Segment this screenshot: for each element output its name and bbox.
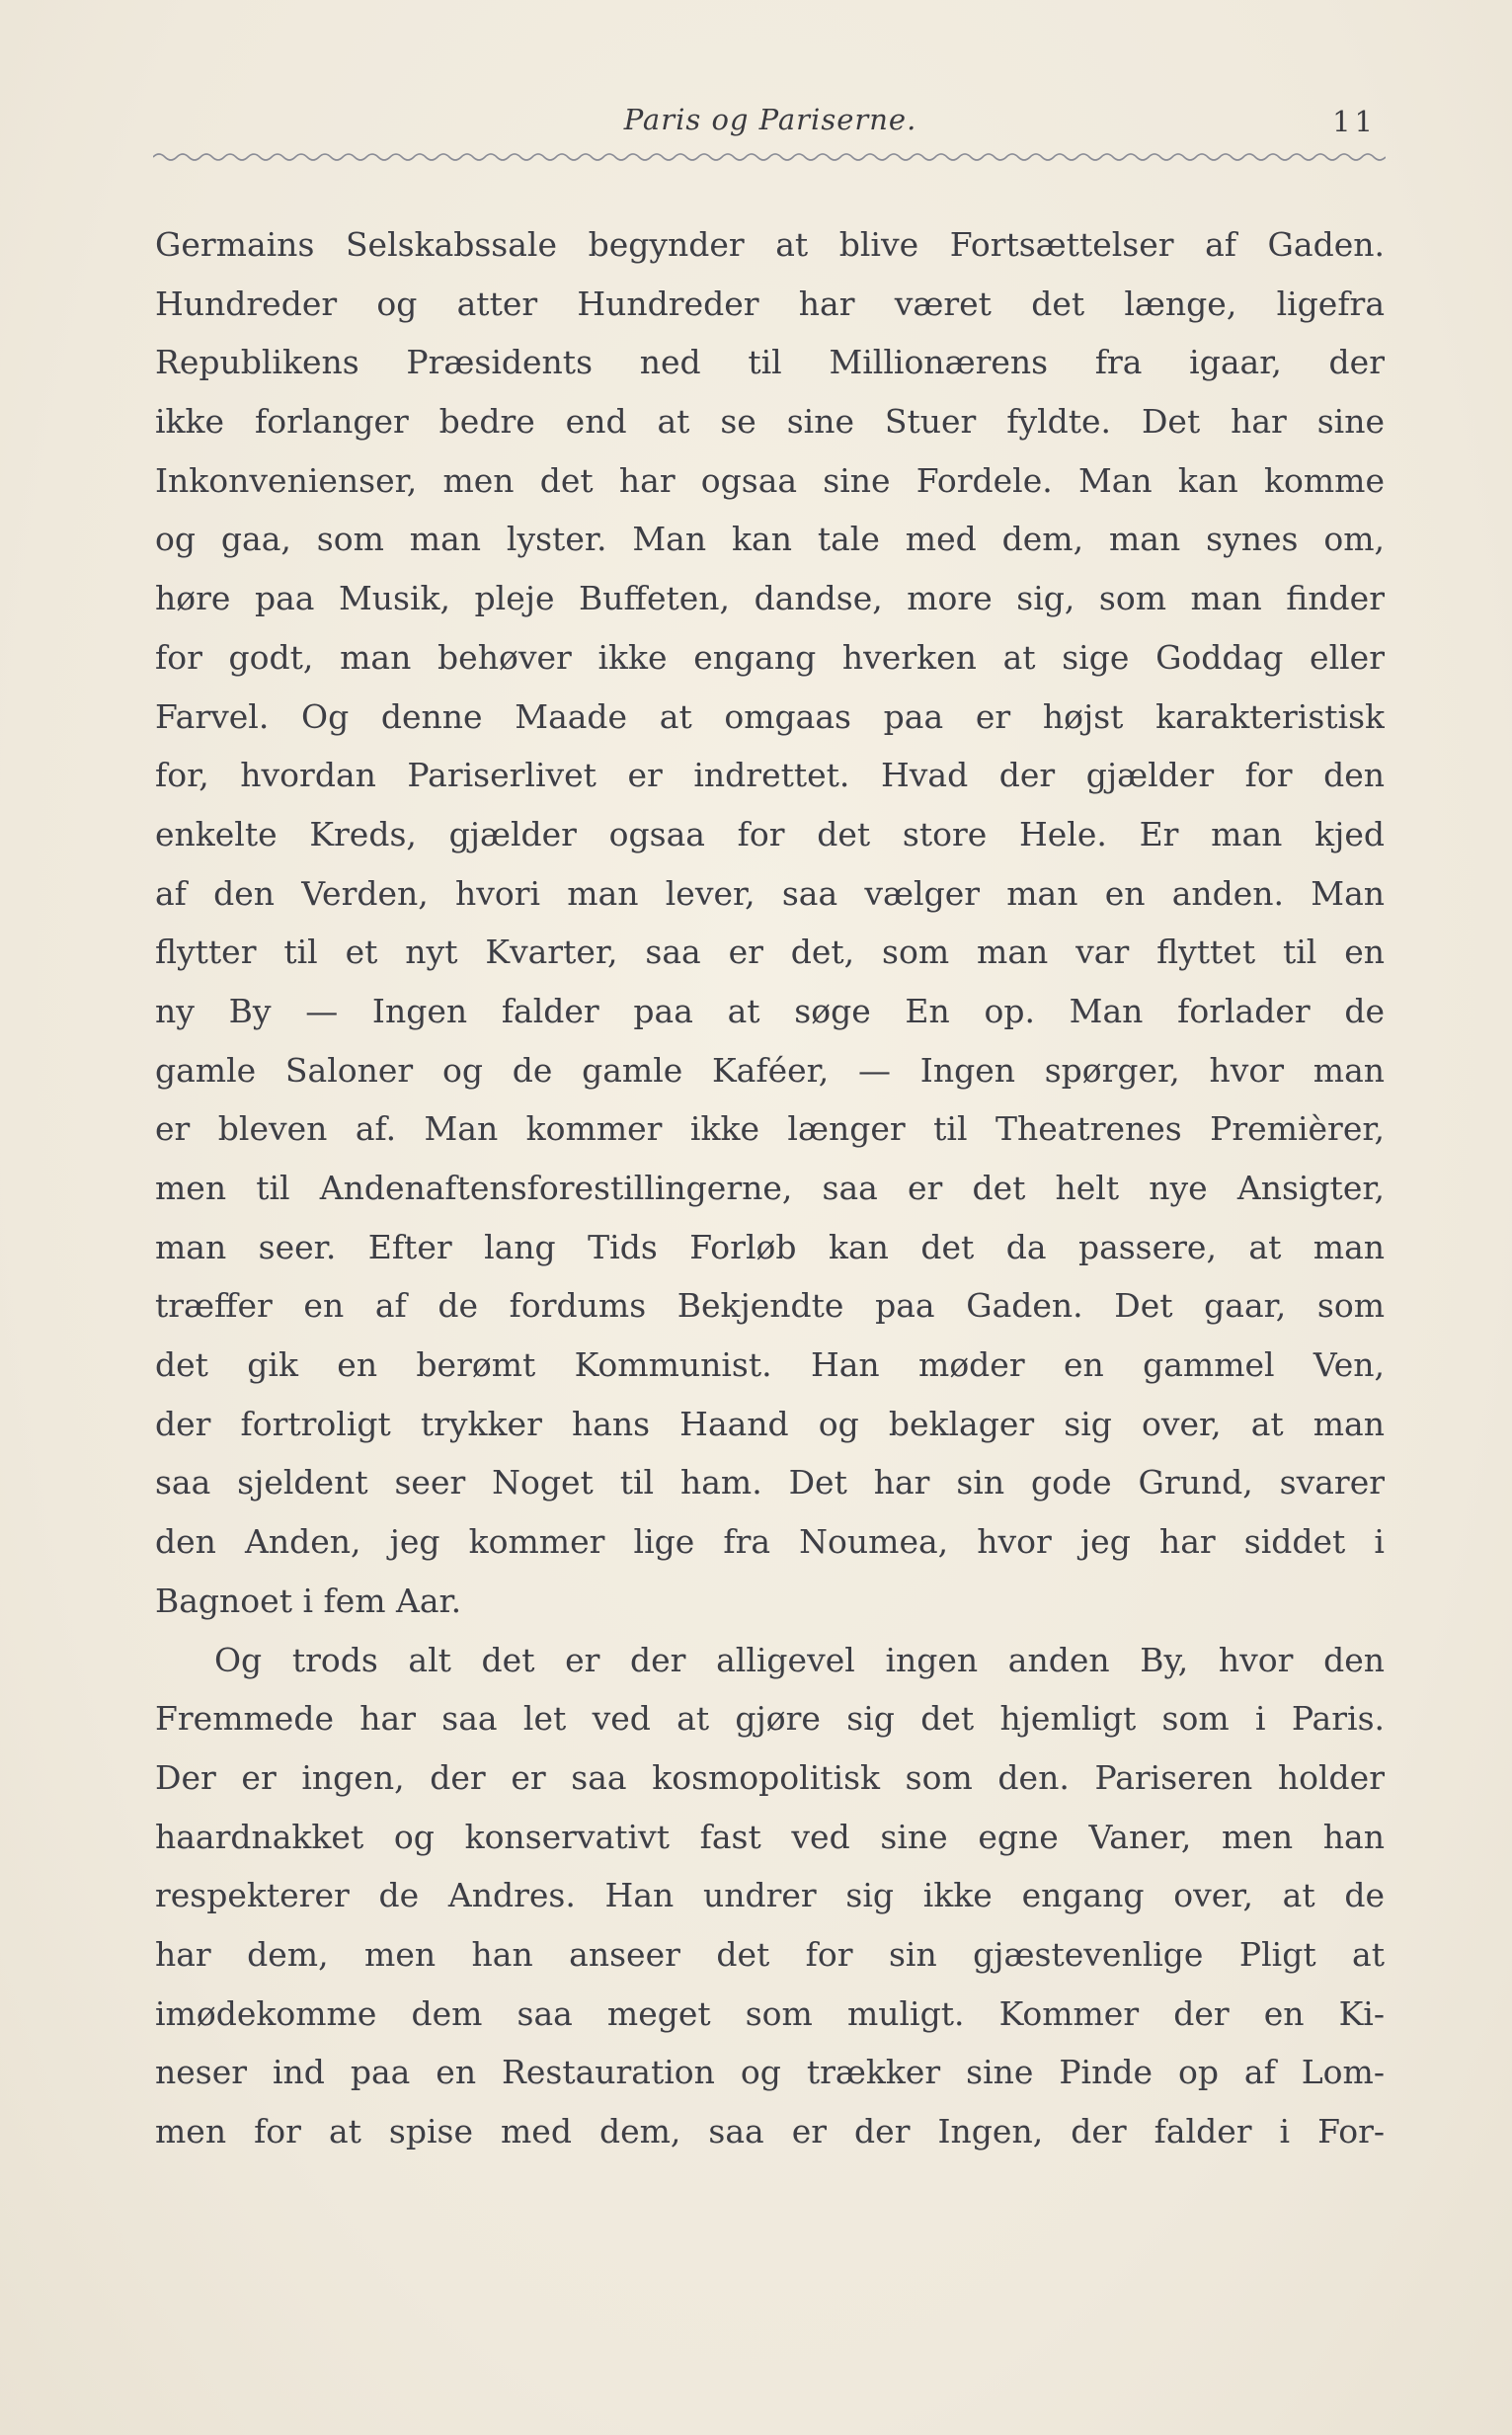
text-line: høre paa Musik, pleje Buffeten, dandse, more sig, som man finder — [155, 579, 1385, 618]
text-line: ikke forlanger bedre end at se sine Stuer fyldte. Det har sine — [155, 402, 1385, 442]
text-line: har dem, men han anseer det for sin gjæstevenlige Pligt at — [155, 1934, 1385, 1974]
text-line: det gik en berømt Kommunist. Han møder en gammel Ven, — [155, 1345, 1385, 1385]
text-line: den Anden, jeg kommer lige fra Noumea, hvor jeg har siddet i — [155, 1522, 1385, 1562]
text-line: men til Andenaftensforestillingerne, saa er det helt nye Ansigter, — [155, 1169, 1385, 1207]
text-line: haardnakket og konservativt fast ved sine egne Vaner, men han — [155, 1817, 1385, 1856]
text-line: ny By — Ingen falder paa at søge En op. Man forlader de — [155, 991, 1385, 1030]
text-line: Republikens Præsidents ned til Millionærens fra igaar, der — [155, 343, 1385, 382]
text-line: imødekomme dem saa meget som muligt. Kommer der en Ki- — [155, 1993, 1385, 2033]
text-line: af den Verden, hvori man lever, saa vælger man en anden. Man — [155, 873, 1385, 913]
paragraph-1 — [155, 215, 1385, 1631]
text-line: enkelte Kreds, gjælder ogsaa for det store Hele. Er man kjed — [155, 814, 1385, 853]
text-line: Germains Selskabssale begynder at blive Fortsættelser af Gaden. — [155, 225, 1385, 264]
text-line: men for at spise med dem, saa er der Ingen, der falder i For- — [155, 2112, 1385, 2151]
text-line: respekterer de Andres. Han undrer sig ikke engang over, at de — [155, 1876, 1385, 1915]
paragraph-2 — [155, 1631, 1385, 2161]
running-title: Paris og Pariserne. — [623, 103, 917, 136]
text-line: flytter til et nyt Kvarter, saa er det, som man var flyttet til en — [155, 933, 1385, 972]
text-line: Bagnoet i fem Aar. — [155, 1581, 462, 1620]
text-line: er bleven af. Man kommer ikke længer til Theatrenes Premièrer, — [155, 1109, 1385, 1149]
running-head — [156, 103, 1385, 142]
text-line: og gaa, som man lyster. Man kan tale med dem, man synes om, — [155, 520, 1385, 559]
text-line: neser ind paa en Restauration og trækker sine Pinde op af Lom- — [155, 2053, 1385, 2092]
text-line: Og trods alt det er der alligevel ingen anden By, hvor den — [214, 1640, 1385, 1679]
text-line: træffer en af de fordums Bekjendte paa Gaden. Det gaar, som — [155, 1286, 1385, 1326]
text-line: Farvel. Og denne Maade at omgaas paa er højst karakteristisk — [155, 696, 1385, 736]
text-line: Inkonvenienser, men det har ogsaa sine Fordele. Man kan komme — [155, 460, 1385, 500]
text-line: for godt, man behøver ikke engang hverken at sige Goddag eller — [155, 637, 1385, 677]
text-line: for, hvordan Pariserlivet er indrettet. Hvad der gjælder for den — [155, 756, 1385, 795]
text-line: Hundreder og atter Hundreder har været det længe, ligefra — [155, 284, 1385, 323]
text-line: gamle Saloner og de gamle Kaféer, — Ingen spørger, hvor man — [155, 1050, 1385, 1090]
decorative-wave-rule — [153, 148, 1386, 166]
body-text — [155, 215, 1385, 2161]
text-line: Der er ingen, der er saa kosmopolitisk som den. Pariseren holder — [155, 1757, 1385, 1797]
page-number: 11 — [1332, 105, 1377, 138]
text-line: man seer. Efter lang Tids Forløb kan det da passere, at man — [155, 1227, 1385, 1266]
text-line: saa sjeldent seer Noget til ham. Det har sin gode Grund, svarer — [155, 1463, 1385, 1502]
text-line: der fortroligt trykker hans Haand og beklager sig over, at man — [155, 1404, 1385, 1443]
text-line: Fremmede har saa let ved at gjøre sig det hjemligt som i Paris. — [155, 1699, 1385, 1739]
